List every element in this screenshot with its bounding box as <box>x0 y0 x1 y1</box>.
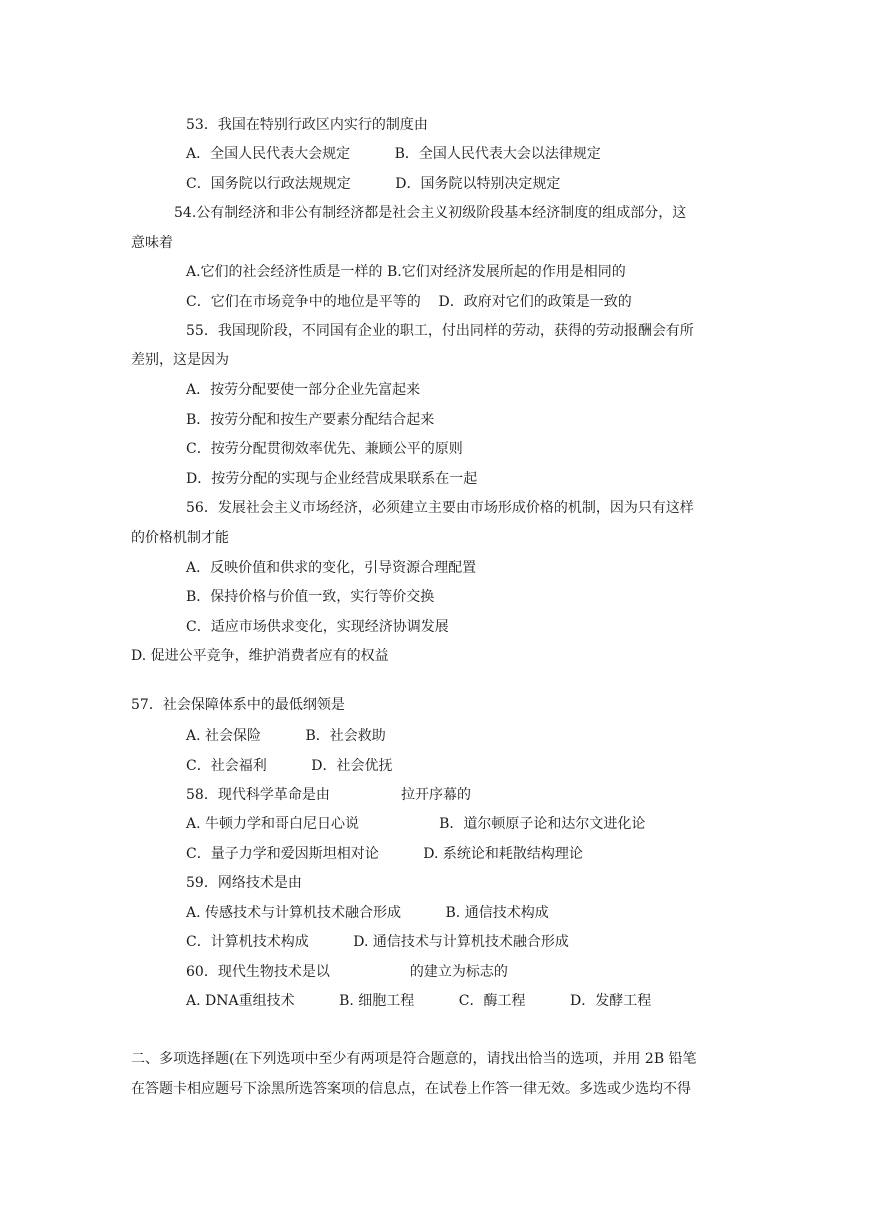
question-53: 53．我国在特别行政区内实行的制度由 <box>186 117 428 133</box>
question-58-options-ab: A. 牛顿力学和哥白尼日心说 B．道尔顿原子论和达尔文进化论 <box>186 816 646 832</box>
question-57: 57．社会保障体系中的最低纲领是 <box>131 697 345 713</box>
question-60: 60．现代生物技术是以 的建立为标志的 <box>186 964 508 980</box>
question-60-options: A. DNA重组技术 B. 细胞工程 C．酶工程 D．发酵工程 <box>186 993 652 1009</box>
question-56-option-a: A．反映价值和供求的变化，引导资源合理配置 <box>186 560 477 576</box>
question-54-options-ab: A.它们的社会经济性质是一样的 B.它们对经济发展所起的作用是相同的 <box>186 264 626 280</box>
question-55-option-d: D．按劳分配的实现与企业经营成果联系在一起 <box>186 471 478 487</box>
question-58: 58．现代科学革命是由 拉开序幕的 <box>186 787 472 803</box>
question-59: 59．网络技术是由 <box>186 875 302 891</box>
question-56-option-d: D. 促进公平竞争，维护消费者应有的权益 <box>131 648 389 664</box>
question-59-options-ab: A. 传感技术与计算机技术融合形成 B. 通信技术构成 <box>186 905 549 921</box>
question-56-line-1: 56．发展社会主义市场经济，必须建立主要由市场形成价格的机制，因为只有这样 <box>186 500 694 516</box>
section-2-instructions-line-2: 在答题卡相应题号下涂黑所选答案项的信息点，在试卷上作答一律无效。多选或少选均不得 <box>131 1081 691 1097</box>
question-55-option-a: A．按劳分配要使一部分企业先富起来 <box>186 382 421 398</box>
question-56-line-2: 的价格机制才能 <box>131 530 229 546</box>
question-54-line-2: 意味着 <box>131 235 173 251</box>
question-53-options-cd: C．国务院以行政法规规定 D．国务院以特别决定规定 <box>186 176 561 192</box>
question-53-options-ab: A．全国人民代表大会规定 B．全国人民代表大会以法律规定 <box>186 146 601 162</box>
question-55-option-b: B．按劳分配和按生产要素分配结合起来 <box>186 412 435 428</box>
question-55-option-c: C．按劳分配贯彻效率优先、兼顾公平的原则 <box>186 441 463 457</box>
question-57-options-ab: A. 社会保险 B．社会救助 <box>186 728 386 744</box>
question-59-options-cd: C．计算机技术构成 D. 通信技术与计算机技术融合形成 <box>186 934 569 950</box>
question-57-options-cd: C．社会福利 D．社会优抚 <box>186 758 393 774</box>
question-56-option-b: B．保持价格与价值一致，实行等价交换 <box>186 589 435 605</box>
section-2-instructions-line-1: 二、多项选择题(在下列选项中至少有两项是符合题意的，请找出恰当的选项，并用 2B 铅笔 <box>131 1051 697 1067</box>
question-55-line-1: 55．我国现阶段，不同国有企业的职工，付出同样的劳动，获得的劳动报酬会有所 <box>186 323 694 339</box>
question-55-line-2: 差别，这是因为 <box>131 352 229 368</box>
question-56-option-c: C．适应市场供求变化，实现经济协调发展 <box>186 619 449 635</box>
question-58-options-cd: C．量子力学和爱因斯坦相对论 D. 系统论和耗散结构理论 <box>186 846 583 862</box>
question-54-line-1: 54.公有制经济和非公有制经济都是社会主义初级阶段基本经济制度的组成部分，这 <box>174 205 687 221</box>
question-54-options-cd: C．它们在市场竞争中的地位是平等的 D．政府对它们的政策是一致的 <box>186 294 632 310</box>
